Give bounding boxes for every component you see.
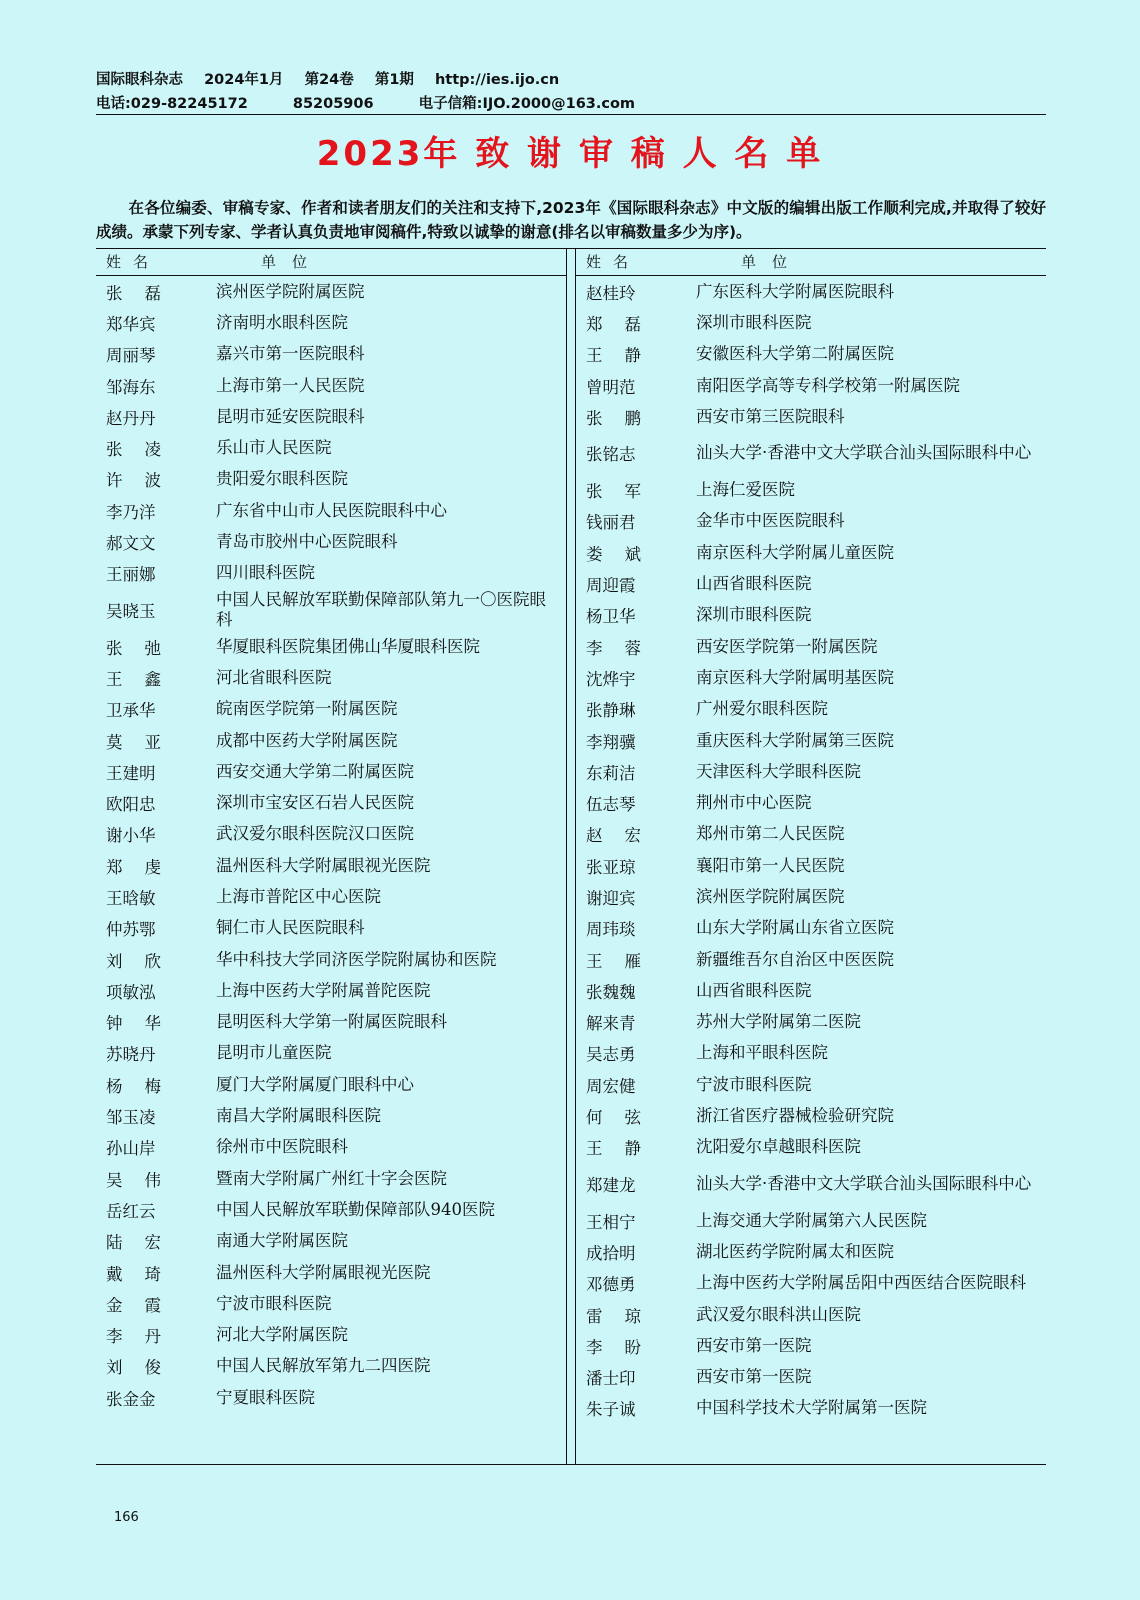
table-row	[576, 944, 1046, 975]
table-row	[96, 464, 566, 495]
table-row	[576, 276, 1046, 307]
reviewer-unit: 华中科技大学同济医学院附属协和医院	[216, 949, 497, 969]
reviewer-unit: 深圳市眼科医院	[696, 312, 812, 332]
reviewer-unit: 上海中医药大学附属普陀医院	[216, 980, 431, 1000]
page-title: 2023年 致 谢 审 稿 人 名 单	[316, 134, 824, 174]
reviewer-name: 李盼	[586, 1337, 663, 1357]
table-row	[96, 1382, 566, 1413]
table-row	[576, 600, 1046, 631]
reviewer-name: 朱子诚	[586, 1400, 636, 1420]
table-row	[576, 881, 1046, 912]
table-row	[576, 1393, 1046, 1424]
reviewer-unit: 南通大学附属医院	[216, 1231, 348, 1251]
table-row	[96, 589, 566, 631]
reviewer-name: 伍志琴	[586, 795, 636, 815]
reviewer-name: 王相宁	[586, 1212, 636, 1232]
column-separator	[566, 249, 576, 1464]
reviewer-unit: 武汉爱尔眼科洪山医院	[696, 1304, 861, 1324]
table-row	[576, 1007, 1046, 1038]
journal-header-line1	[96, 68, 575, 89]
reviewer-name: 郑华宾	[106, 314, 156, 334]
left-rows	[96, 276, 566, 1413]
table-row	[576, 1299, 1046, 1330]
table-row	[96, 881, 566, 912]
reviewer-name: 邓德勇	[586, 1275, 636, 1295]
table-row	[96, 756, 566, 787]
table-row	[96, 819, 566, 850]
journal-header-line2	[96, 92, 651, 113]
reviewer-unit: 汕头大学·香港中文大学联合汕头国际眼科中心	[696, 1174, 1032, 1194]
email[interactable]: 电子信箱:IJO.2000@163.com	[418, 96, 636, 112]
table-row	[96, 558, 566, 589]
table-row	[96, 339, 566, 370]
reviewer-unit: 安徽医科大学第二附属医院	[696, 344, 894, 364]
reviewer-name: 欧阳忠	[106, 795, 156, 815]
table-row	[576, 370, 1046, 401]
reviewer-unit: 上海市普陀区中心医院	[216, 886, 381, 906]
reviewer-unit: 滨州医学院附属医院	[696, 886, 845, 906]
reviewer-unit: 铜仁市人民医院眼科	[216, 918, 365, 938]
reviewer-name: 李乃洋	[106, 502, 156, 522]
reviewer-unit: 昆明市延安医院眼科	[216, 406, 365, 426]
reviewer-name: 李翔骥	[586, 732, 636, 752]
reviewer-unit: 荆州市中心医院	[696, 793, 812, 813]
reviewer-name: 杨卫华	[586, 607, 636, 627]
table-row	[576, 506, 1046, 537]
reviewer-unit: 金华市中医医院眼科	[696, 511, 845, 531]
reviewer-name: 张磊	[106, 283, 183, 303]
table-row	[96, 276, 566, 307]
table-row	[576, 1163, 1046, 1205]
reviewer-name: 成拾明	[586, 1243, 636, 1263]
intro-paragraph: 在各位编委、审稿专家、作者和读者朋友们的关注和支持下,2023年《国际眼科杂志》中文版的编辑出版工作顺利完成,并取得了较好成绩。承蒙下列专家、学者认真负责地审阅稿件,特致以诚挚的谢意(排名以审稿数量多少为序)。	[96, 199, 1046, 241]
table-row	[96, 1351, 566, 1382]
phone: 电话:029-82245172	[96, 96, 248, 112]
reviewer-unit: 深圳市眼科医院	[696, 605, 812, 625]
reviewer-unit: 滨州医学院附属医院	[216, 281, 365, 301]
reviewer-name: 何弦	[586, 1108, 663, 1128]
reviewer-unit: 山西省眼科医院	[696, 574, 812, 594]
reviewer-unit: 上海中医药大学附属岳阳中西医结合医院眼科	[696, 1273, 1026, 1293]
reviewer-unit: 上海市第一人民医院	[216, 375, 365, 395]
reviewer-name: 邹海东	[106, 377, 156, 397]
reviewer-name: 周玮琰	[586, 920, 636, 940]
reviewer-unit: 暨南大学附属广州红十字会医院	[216, 1168, 447, 1188]
reviewer-name: 张军	[586, 482, 663, 502]
table-row	[96, 975, 566, 1006]
table-row	[96, 495, 566, 526]
table-row	[576, 537, 1046, 568]
reviewer-unit: 徐州市中医院眼科	[216, 1137, 348, 1157]
reviewer-unit: 济南明水眼科医院	[216, 312, 348, 332]
table-row	[576, 1362, 1046, 1393]
reviewer-unit: 沈阳爱尔卓越眼科医院	[696, 1137, 861, 1157]
reviewer-unit: 西安市第一医院	[696, 1367, 812, 1387]
reviewer-unit: 新疆维吾尔自治区中医医院	[696, 949, 894, 969]
reviewer-name: 王鑫	[106, 669, 183, 689]
table-row	[576, 1268, 1046, 1299]
reviewer-name: 王丽娜	[106, 565, 156, 585]
reviewer-name: 王晗敏	[106, 888, 156, 908]
table-row	[96, 1038, 566, 1069]
reviewer-unit: 浙江省医疗器械检验研究院	[696, 1106, 894, 1126]
table-row	[576, 1100, 1046, 1131]
reviewer-unit: 皖南医学院第一附属医院	[216, 699, 398, 719]
reviewer-name: 陆宏	[106, 1233, 183, 1253]
reviewer-name: 周丽琴	[106, 346, 156, 366]
reviewer-unit: 乐山市人民医院	[216, 438, 332, 458]
name-header: 姓名	[586, 253, 641, 271]
reviewer-unit: 嘉兴市第一医院眼科	[216, 344, 365, 364]
reviewer-name: 岳红云	[106, 1201, 156, 1221]
reviewer-unit: 南阳医学高等专科学校第一附属医院	[696, 375, 960, 395]
reviewer-name: 周迎霞	[586, 576, 636, 596]
reviewer-name: 杨梅	[106, 1076, 183, 1096]
table-row	[96, 432, 566, 463]
table-row	[576, 307, 1046, 338]
table-row	[96, 1226, 566, 1257]
table-row	[96, 1069, 566, 1100]
reviewer-name: 娄斌	[586, 544, 663, 564]
reviewer-unit: 湖北医药学院附属太和医院	[696, 1241, 894, 1261]
journal-url[interactable]: http://ies.ijo.cn	[434, 72, 560, 88]
reviewer-name: 李丹	[106, 1327, 183, 1347]
right-column	[576, 249, 1046, 1464]
reviewer-unit: 汕头大学·香港中文大学联合汕头国际眼科中心	[696, 443, 1032, 463]
reviewer-unit: 青岛市胶州中心医院眼科	[216, 532, 398, 552]
reviewer-name: 张魏魏	[586, 982, 636, 1002]
reviewer-name: 苏晓丹	[106, 1045, 156, 1065]
reviewer-unit: 西安市第三医院眼科	[696, 406, 845, 426]
table-row	[576, 432, 1046, 474]
table-row	[96, 1320, 566, 1351]
reviewer-name: 许波	[106, 471, 183, 491]
reviewer-name: 吴志勇	[586, 1045, 636, 1065]
reviewer-name: 张亚琼	[586, 857, 636, 877]
reviewer-name: 沈烨宇	[586, 669, 636, 689]
table-row	[96, 662, 566, 693]
table-row	[576, 725, 1046, 756]
reviewer-name: 张凌	[106, 440, 183, 460]
reviewer-name: 张弛	[106, 638, 183, 658]
reviewer-unit: 宁夏眼科医院	[216, 1387, 315, 1407]
reviewer-unit: 苏州大学附属第二医院	[696, 1012, 861, 1032]
reviewer-unit: 南京医科大学附属儿童医院	[696, 542, 894, 562]
reviewer-unit: 广东医科大学附属医院眼科	[696, 281, 894, 301]
table-row	[96, 401, 566, 432]
reviewer-unit: 广州爱尔眼科医院	[696, 699, 828, 719]
table-row	[96, 307, 566, 338]
table-row	[576, 975, 1046, 1006]
reviewer-name: 王雁	[586, 951, 663, 971]
table-row	[96, 370, 566, 401]
reviewer-unit: 河北省眼科医院	[216, 667, 332, 687]
table-row	[96, 1288, 566, 1319]
reviewer-name: 赵桂玲	[586, 283, 636, 303]
reviewer-unit: 昆明市儿童医院	[216, 1043, 332, 1063]
reviewer-unit: 襄阳市第一人民医院	[696, 855, 845, 875]
right-rows	[576, 276, 1046, 1424]
reviewer-name: 谢小华	[106, 826, 156, 846]
table-row	[96, 631, 566, 662]
table-row	[96, 850, 566, 881]
reviewer-name: 郑建龙	[586, 1176, 636, 1196]
reviewer-name: 王建明	[106, 763, 156, 783]
reviewer-name: 郑虔	[106, 857, 183, 877]
reviewer-name: 孙山岸	[106, 1139, 156, 1159]
reviewer-unit: 四川眼科医院	[216, 563, 315, 583]
reviewer-name: 潘士印	[586, 1369, 636, 1389]
table-row	[96, 787, 566, 818]
table-row	[96, 725, 566, 756]
unit-header: 单位	[741, 253, 804, 271]
reviewer-name: 解来青	[586, 1014, 636, 1034]
table-row	[96, 694, 566, 725]
reviewer-name: 雷琼	[586, 1306, 663, 1326]
table-row	[576, 339, 1046, 370]
left-column	[96, 249, 566, 1464]
reviewer-unit: 南昌大学附属眼科医院	[216, 1106, 381, 1126]
reviewer-unit: 深圳市宝安区石岩人民医院	[216, 793, 414, 813]
reviewer-unit: 上海和平眼科医院	[696, 1043, 828, 1063]
reviewer-name: 王静	[586, 1139, 663, 1159]
reviewer-unit: 天津医科大学眼科医院	[696, 761, 861, 781]
reviewer-unit: 郑州市第二人民医院	[696, 824, 845, 844]
name-header: 姓名	[106, 253, 161, 271]
reviewer-unit: 上海仁爱医院	[696, 480, 795, 500]
table-row	[96, 1100, 566, 1131]
reviewer-unit: 中国科学技术大学附属第一医院	[696, 1398, 927, 1418]
reviewer-unit: 河北大学附属医院	[216, 1325, 348, 1345]
table-row	[96, 526, 566, 557]
reviewer-name: 王静	[586, 346, 663, 366]
table-row	[576, 1205, 1046, 1236]
reviewer-name: 卫承华	[106, 701, 156, 721]
reviewer-unit: 厦门大学附属厦门眼科中心	[216, 1074, 414, 1094]
reviewer-name: 曾明范	[586, 377, 636, 397]
table-row	[576, 756, 1046, 787]
reviewer-name: 刘俊	[106, 1358, 183, 1378]
reviewer-unit: 中国人民解放军联勤保障部队940医院	[216, 1199, 495, 1219]
reviewer-unit: 西安医学院第一附属医院	[696, 636, 878, 656]
reviewer-name: 张静琳	[586, 701, 636, 721]
table-header	[96, 249, 566, 276]
reviewer-name: 张金金	[106, 1389, 156, 1409]
header-divider	[96, 114, 1046, 115]
reviewer-name: 邹玉凌	[106, 1108, 156, 1128]
table-row	[576, 913, 1046, 944]
reviewer-unit: 西安市第一医院	[696, 1335, 812, 1355]
reviewer-name: 郝文文	[106, 534, 156, 554]
reviewer-unit: 山东大学附属山东省立医院	[696, 918, 894, 938]
reviewer-name: 郑磊	[586, 314, 663, 334]
phone2: 85205906	[292, 96, 374, 112]
table-header	[576, 249, 1046, 276]
table-row	[576, 631, 1046, 662]
reviewer-table	[96, 248, 1046, 1465]
reviewer-unit: 重庆医科大学附属第三医院	[696, 730, 894, 750]
reviewer-unit: 西安交通大学第二附属医院	[216, 761, 414, 781]
reviewer-name: 刘欣	[106, 951, 183, 971]
reviewer-name: 金霞	[106, 1295, 183, 1315]
reviewer-name: 莫亚	[106, 732, 183, 752]
table-row	[576, 401, 1046, 432]
reviewer-unit: 贵阳爱尔眼科医院	[216, 469, 348, 489]
reviewer-unit: 成都中医药大学附属医院	[216, 730, 398, 750]
reviewer-unit: 山西省眼科医院	[696, 980, 812, 1000]
table-row	[96, 1007, 566, 1038]
reviewer-unit: 中国人民解放军联勤保障部队第九一〇医院眼科	[216, 589, 546, 629]
table-row	[96, 1163, 566, 1194]
table-row	[96, 1257, 566, 1288]
reviewer-name: 项敏泓	[106, 982, 156, 1002]
reviewer-unit: 温州医科大学附属眼视光医院	[216, 1262, 431, 1282]
reviewer-name: 张鹏	[586, 408, 663, 428]
table-row	[576, 787, 1046, 818]
table-row	[576, 1236, 1046, 1267]
reviewer-name: 钱丽君	[586, 513, 636, 533]
reviewer-unit: 宁波市眼科医院	[696, 1074, 812, 1094]
reviewer-name: 仲苏鄂	[106, 920, 156, 940]
reviewer-unit: 广东省中山市人民医院眼科中心	[216, 500, 447, 520]
table-row	[576, 1069, 1046, 1100]
table-row	[576, 1038, 1046, 1069]
table-row	[96, 1132, 566, 1163]
reviewer-name: 赵丹丹	[106, 408, 156, 428]
table-row	[576, 662, 1046, 693]
table-row	[576, 1330, 1046, 1361]
reviewer-unit: 中国人民解放军第九二四医院	[216, 1356, 431, 1376]
page-number: 166	[114, 1510, 139, 1525]
reviewer-name: 赵宏	[586, 826, 663, 846]
reviewer-name: 李蓉	[586, 638, 663, 658]
reviewer-unit: 温州医科大学附属眼视光医院	[216, 855, 431, 875]
reviewer-name: 张铭志	[586, 445, 636, 465]
reviewer-unit: 武汉爱尔眼科医院汉口医院	[216, 824, 414, 844]
reviewer-name: 吴晓玉	[106, 601, 156, 621]
reviewer-unit: 宁波市眼科医院	[216, 1293, 332, 1313]
reviewer-name: 钟华	[106, 1014, 183, 1034]
reviewer-name: 吴伟	[106, 1170, 183, 1190]
table-row	[576, 568, 1046, 599]
reviewer-unit: 华厦眼科医院集团佛山华厦眼科医院	[216, 636, 480, 656]
reviewer-name: 谢迎宾	[586, 888, 636, 908]
reviewer-name: 戴琦	[106, 1264, 183, 1284]
reviewer-unit: 上海交通大学附属第六人民医院	[696, 1210, 927, 1230]
table-row	[576, 694, 1046, 725]
issue-date: 2024年1月	[204, 72, 284, 88]
table-row	[576, 474, 1046, 505]
table-row	[576, 850, 1046, 881]
table-row	[96, 944, 566, 975]
journal-name: 国际眼科杂志	[96, 72, 183, 88]
reviewer-unit: 南京医科大学附属明基医院	[696, 667, 894, 687]
table-row	[96, 913, 566, 944]
table-row	[576, 1132, 1046, 1163]
issue: 第1期	[374, 72, 414, 88]
reviewer-name: 周宏健	[586, 1076, 636, 1096]
reviewer-unit: 昆明医科大学第一附属医院眼科	[216, 1012, 447, 1032]
table-row	[576, 819, 1046, 850]
table-row	[96, 1194, 566, 1225]
volume: 第24卷	[304, 72, 354, 88]
reviewer-name: 东莉洁	[586, 763, 636, 783]
unit-header: 单位	[261, 253, 324, 271]
